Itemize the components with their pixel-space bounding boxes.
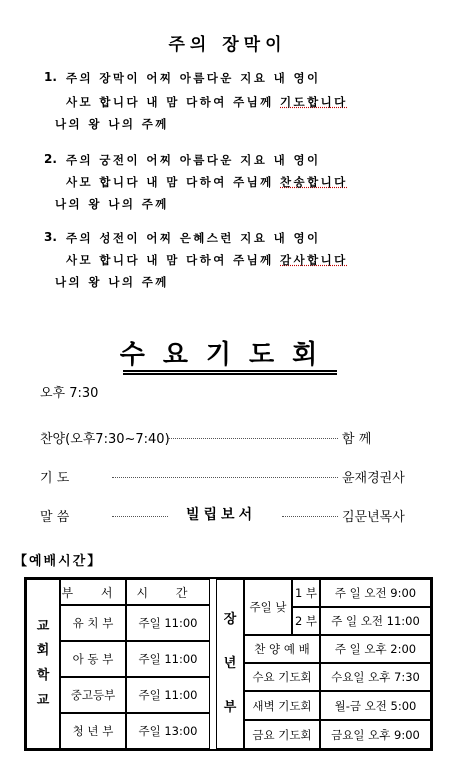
verse-number: 2.: [44, 152, 57, 166]
time-cell: 주일 11:00: [126, 641, 210, 677]
dotted-leader: [112, 477, 338, 478]
verse-text: 사모 합니다 내 맘 다하여 주님께: [66, 95, 281, 109]
service-name: 금요 기도회: [244, 720, 320, 749]
adult-label: [216, 579, 244, 749]
dept-cell: 아 동 부: [60, 641, 126, 677]
verse-text: 사모 합니다 내 맘 다하여 주님께: [66, 175, 281, 189]
service-time: 주 일 오전 9:00: [320, 579, 431, 607]
sermon-scripture: 빌립보서: [186, 507, 257, 523]
label-char: 학: [36, 668, 50, 683]
dotted-leader: [112, 516, 168, 517]
label-char: 부: [223, 700, 237, 716]
time-cell: 주일 13:00: [126, 713, 210, 749]
service-time: 주 일 오전 11:00: [320, 607, 431, 635]
service-part: 1 부: [292, 579, 320, 607]
verse-number: 3.: [44, 230, 57, 244]
dept-cell: 청 년 부: [60, 713, 126, 749]
program-label: 말 씀: [40, 510, 70, 525]
label-char: 장: [223, 611, 237, 627]
dotted-leader: [168, 438, 338, 439]
verse-emphasis: 감사합니다: [280, 253, 348, 267]
dept-cell: 유 치 부: [60, 605, 126, 641]
hymn-title: 주의 장막이: [168, 35, 287, 55]
prayer-meeting-title: 수요기도회: [119, 340, 336, 370]
worship-schedule-label: 【예배시간】: [14, 554, 103, 569]
program-value: 윤재경권사: [342, 471, 405, 486]
service-time: 주 일 오후 2:00: [320, 635, 431, 663]
time-cell: 주일 11:00: [126, 605, 210, 641]
verse-line: 주의 성전이 어찌 은혜스런 지요 내 영이: [66, 231, 321, 245]
time-cell: 주일 11:00: [126, 677, 210, 713]
verse-emphasis: 찬송합니다: [280, 175, 348, 189]
label-char: 교: [36, 618, 50, 634]
verse-line: 주의 궁전이 어찌 아름다운 지요 내 영이: [66, 153, 321, 167]
church-school-label: [26, 579, 60, 749]
verse-text: 사모 합니다 내 맘 다하여 주님께: [66, 253, 281, 267]
verse-line: 나의 왕 나의 주께: [55, 197, 169, 211]
meeting-time: 오후 7:30: [40, 386, 99, 401]
program-label: 찬양(오후7:30~7:40): [40, 432, 170, 447]
verse-number: 1.: [44, 70, 57, 84]
worship-schedule-table: [24, 577, 433, 751]
verse-line: 나의 왕 나의 주께: [55, 275, 169, 289]
header-time: 시 간: [126, 579, 210, 605]
label-char: 교: [36, 692, 50, 708]
service-time: 금요일 오후 9:00: [320, 720, 431, 749]
verse-line: [66, 94, 348, 110]
service-time: 수요일 오후 7:30: [320, 663, 431, 691]
verse-emphasis: 기도합니다: [280, 95, 348, 109]
verse-line: 주의 장막이 어찌 아름다운 지요 내 영이: [66, 71, 321, 85]
service-time: 월-금 오전 5:00: [320, 691, 431, 720]
service-name: 수요 기도회: [244, 663, 320, 691]
verse-line: [66, 174, 348, 190]
verse-line: 나의 왕 나의 주께: [55, 117, 169, 131]
service-name: 찬 양 예 배: [244, 635, 320, 663]
sunday-service-label: 주일 낮: [244, 579, 292, 635]
program-label: 기 도: [40, 471, 70, 486]
dept-cell: 중고등부: [60, 677, 126, 713]
title-double-underline: [123, 370, 337, 375]
program-value: 김문년목사: [342, 510, 405, 525]
header-dept: 부 서: [60, 579, 126, 605]
label-char: 회: [36, 643, 50, 659]
program-value: 함 께: [342, 432, 372, 447]
label-char: 년: [223, 655, 237, 671]
dotted-leader: [282, 516, 338, 517]
service-name: 새벽 기도회: [244, 691, 320, 720]
service-part: 2 부: [292, 607, 320, 635]
verse-line: [66, 252, 348, 268]
